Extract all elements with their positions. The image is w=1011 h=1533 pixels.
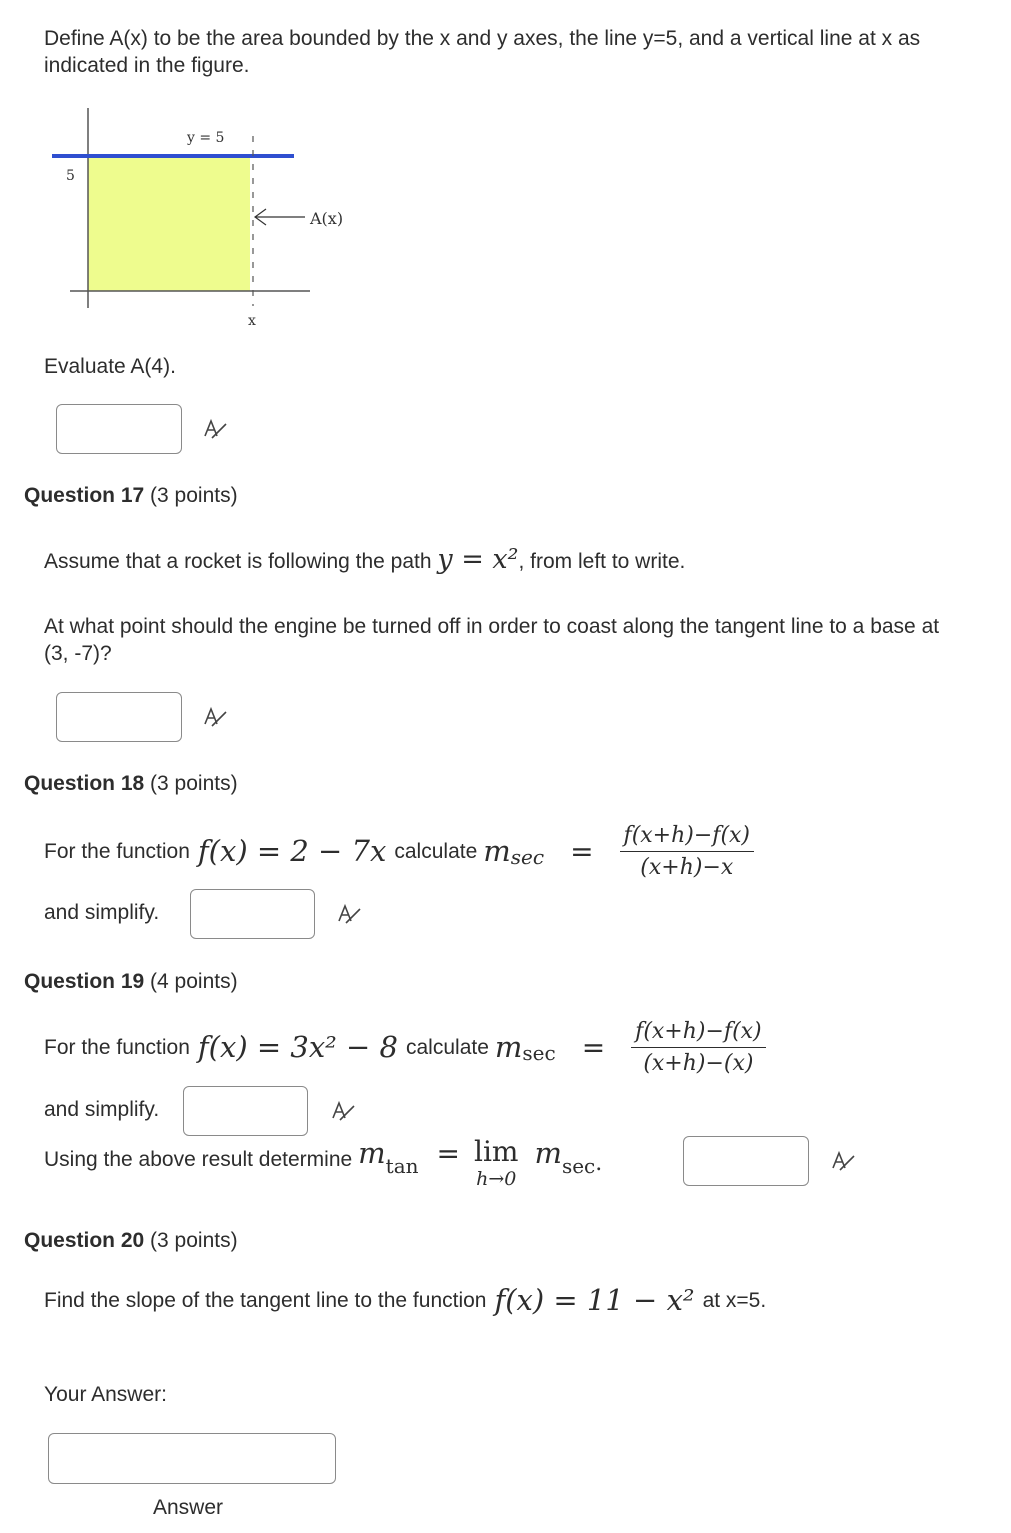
q19-answer-input-mtan[interactable] [683, 1136, 809, 1186]
q17-heading-num: Question 17 [24, 484, 145, 507]
equation-editor-icon[interactable] [830, 1148, 856, 1174]
area-figure [40, 100, 360, 330]
q19-question-line [44, 1018, 766, 1077]
q19-equals-2: = [436, 1137, 460, 1170]
q19-equals: = [581, 1031, 606, 1064]
q20-math-f: f(x) = 11 − x² [494, 1283, 695, 1317]
q19-answer-input-msec[interactable] [183, 1086, 308, 1136]
q17-text-b: , from left to write. [518, 550, 686, 573]
q19-text-b: calculate [406, 1036, 489, 1059]
q18-heading [24, 772, 238, 796]
q19-frac-num: f(x+h)−f(x) [631, 1018, 765, 1048]
q18-fraction [620, 822, 754, 881]
q18-question-line [44, 822, 754, 881]
q16-answer-input[interactable] [56, 404, 182, 454]
q19-period: . [595, 1151, 603, 1176]
q20-answer-caption: Answer [153, 1496, 224, 1519]
q17-math-path: y = x² [437, 544, 519, 575]
area-region [88, 158, 250, 291]
q19-limit [474, 1136, 518, 1190]
q18-answer-input[interactable] [190, 889, 315, 939]
q19-math-m-sub: sec [522, 1041, 556, 1065]
q19-math-mtan-sub: tan [385, 1154, 419, 1178]
q19-mtan-line [44, 1136, 602, 1190]
q19-math-msec2: m [534, 1136, 562, 1170]
equation-editor-icon[interactable] [202, 416, 228, 442]
q19-frac-den: (x+h)−(x) [643, 1051, 754, 1076]
q20-text-b: at x=5. [702, 1289, 767, 1312]
q19-text-d: Using the above result determine [44, 1148, 353, 1171]
q19-text-a: For the function [44, 1036, 190, 1059]
q20-heading-points: (3 points) [150, 1229, 238, 1252]
q18-frac-den: (x+h)−x [640, 855, 734, 880]
label-y5: y = 5 [187, 130, 225, 146]
q19-math-f: f(x) = 3x² − 8 [197, 1030, 398, 1064]
equation-editor-icon[interactable] [336, 901, 362, 927]
q20-question-line [44, 1283, 767, 1317]
q20-text-a: Find the slope of the tangent line to the function [44, 1289, 487, 1312]
q19-lim-sub: h→0 [476, 1168, 517, 1190]
label-y-tick: 5 [66, 168, 75, 184]
q18-text-a: For the function [44, 840, 190, 863]
q19-math-m: m [494, 1030, 523, 1064]
q18-math-m: m [483, 834, 511, 868]
q19-text-c: and simplify. [44, 1098, 160, 1121]
q16-prompt: Evaluate A(4). [44, 355, 176, 378]
q17-text-a: Assume that a rocket is following the path [44, 550, 432, 573]
q18-math-f: f(x) = 2 − 7x [197, 834, 387, 868]
q16-intro: Define A(x) to be the area bounded by the x and y axes, the line y=5, and a vertical line at x as indicated in the figure. [44, 27, 921, 77]
label-x: x [248, 313, 256, 329]
q17-answer-input[interactable] [56, 692, 182, 742]
q20-your-answer-label: Your Answer: [44, 1383, 167, 1406]
q17-question-line [44, 546, 685, 575]
q18-heading-num: Question 18 [24, 772, 145, 795]
q18-text-b: calculate [394, 840, 478, 863]
q18-heading-points: (3 points) [150, 772, 238, 795]
q17-text-c: At what point should the engine be turned off in order to coast along the tangent line to a base at (3, -7)? [44, 615, 940, 665]
q17-heading [24, 484, 238, 508]
q19-lim: lim [473, 1135, 519, 1168]
q19-math-msec2-sub: sec [561, 1154, 596, 1178]
q18-math-m-sub: sec [510, 845, 545, 869]
q20-heading [24, 1229, 238, 1253]
q20-answer-input[interactable] [48, 1433, 336, 1484]
equation-editor-icon[interactable] [202, 704, 228, 730]
q18-frac-num: f(x+h)−f(x) [620, 822, 754, 852]
q19-heading [24, 970, 238, 994]
equation-editor-icon[interactable] [330, 1098, 356, 1124]
label-area: A(x) [310, 209, 344, 228]
q20-heading-num: Question 20 [24, 1229, 145, 1252]
q19-math-mtan: m [358, 1136, 386, 1170]
q18-equals: = [570, 835, 594, 868]
q19-heading-points: (4 points) [150, 970, 238, 993]
q17-heading-points: (3 points) [150, 484, 238, 507]
q19-heading-num: Question 19 [24, 970, 145, 993]
q18-text-c: and simplify. [44, 901, 160, 924]
q19-fraction [631, 1018, 765, 1077]
